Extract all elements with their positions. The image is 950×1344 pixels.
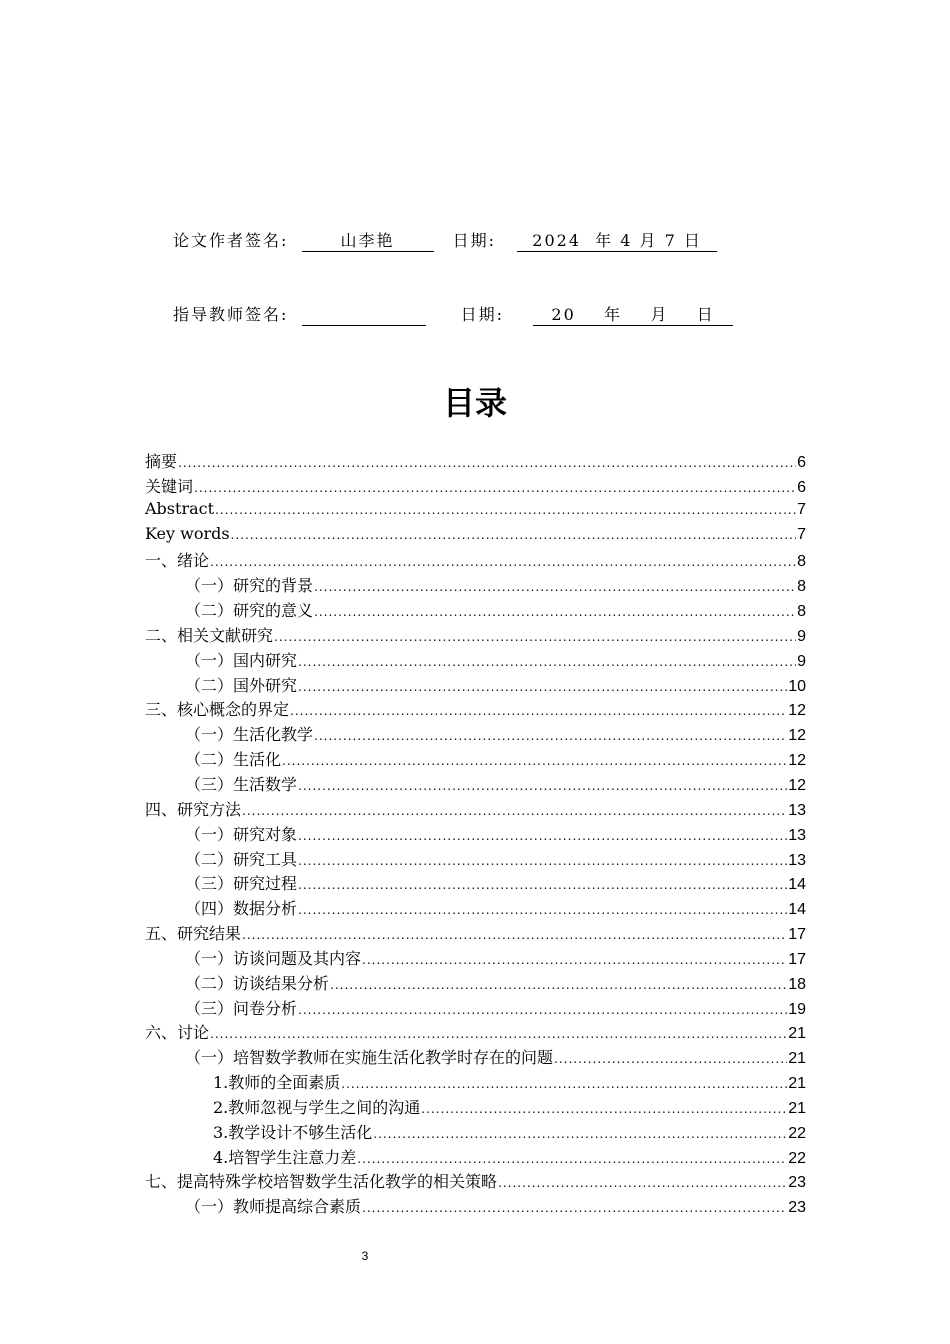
toc-dot-leader [178,456,796,470]
page-number: 3 [361,1249,369,1263]
toc-dot-leader [282,754,787,768]
toc-entry-page: 17 [788,950,806,968]
toc-entry-title: （二）研究的意义 [185,601,314,621]
toc-entry[interactable] [145,524,806,549]
toc-dot-leader [231,528,797,542]
toc-entry-page: 6 [797,454,806,471]
toc-entry-page: 8 [797,603,806,621]
toc-entry[interactable] [145,623,806,648]
author-date-label: 日期: [452,231,496,250]
toc-entry[interactable] [145,1070,806,1095]
toc-dot-leader [298,1003,787,1017]
toc-entry-page: 9 [797,627,806,645]
toc-entry-page: 22 [788,1124,806,1142]
toc-entry-title: 4.培智学生注意力差 [213,1147,357,1167]
toc-dot-leader [362,1201,787,1215]
toc-dot-leader [362,953,787,967]
advisor-date-field: 20 年 月 日 [533,305,733,326]
toc-dot-leader [298,655,796,669]
toc-entry-title: （二）生活化 [185,750,282,770]
toc-entry-title: 五、研究结果 [145,924,242,944]
toc-entry[interactable] [145,847,806,872]
toc-entry-title: 二、相关文献研究 [145,625,274,645]
advisor-signature-row [173,302,733,326]
toc-entry-title: （二）国外研究 [185,675,298,695]
toc-dot-leader [314,580,796,594]
toc-entry-title: （一）国内研究 [185,650,298,670]
toc-entry-title: （三）生活数学 [185,774,298,794]
toc-entry-page: 7 [797,500,806,518]
toc-dot-leader [498,1176,787,1190]
toc-entry[interactable] [145,1095,806,1120]
toc-dot-leader [210,555,796,569]
toc-entry-title: 四、研究方法 [145,799,242,819]
toc-entry[interactable] [145,921,806,946]
toc-entry[interactable] [145,1169,806,1194]
toc-dot-leader [215,503,796,517]
toc-entry-page: 8 [797,578,806,596]
toc-dot-leader [314,605,796,619]
author-signature-label: 论文作者签名: [173,231,289,250]
advisor-signature-label: 指导教师签名: [173,305,289,324]
toc-dot-leader [210,1027,787,1041]
toc-entry-title: 关键词 [145,476,194,496]
toc-entry[interactable] [145,1045,806,1070]
toc-dot-leader [194,481,796,495]
toc-entry-title: （一）教师提高综合素质 [185,1197,362,1217]
toc-entry-title: 3.教学设计不够生活化 [213,1122,373,1142]
toc-dot-leader [373,1127,787,1141]
toc-dot-leader [242,804,787,818]
toc-entry-page: 7 [797,525,806,543]
toc-dot-leader [330,978,787,992]
toc-entry-page: 12 [788,776,806,794]
toc-entry-page: 8 [797,553,806,571]
toc-dot-leader [554,1052,787,1066]
toc-dot-leader [274,630,796,644]
toc-entry[interactable] [145,499,806,524]
toc-entry-page: 21 [788,1050,806,1068]
toc-entry-title: （一）研究对象 [185,824,298,844]
toc-entry-page: 21 [788,1075,806,1093]
toc-dot-leader [341,1077,787,1091]
toc-entry[interactable] [145,896,806,921]
toc-entry[interactable] [145,598,806,623]
toc-dot-leader [298,854,787,868]
toc-entry[interactable] [145,449,806,474]
toc-entry[interactable] [145,822,806,847]
table-of-contents [145,449,806,1219]
toc-entry[interactable] [145,722,806,747]
toc-entry-page: 22 [788,1149,806,1167]
toc-entry-title: 七、提高特殊学校培智数学生活化教学的相关策略 [145,1172,498,1192]
author-signature-row [173,228,717,252]
toc-entry[interactable] [145,548,806,573]
toc-entry-title: Abstract [145,498,215,518]
toc-entry-page: 10 [788,677,806,695]
toc-entry-page: 21 [788,1099,806,1117]
toc-dot-leader [298,829,787,843]
toc-entry-page: 19 [788,1000,806,1018]
toc-entry-page: 13 [788,826,806,844]
toc-entry-title: Key words [145,523,230,543]
toc-entry[interactable] [145,1020,806,1045]
toc-entry-page: 9 [797,652,806,670]
toc-entry-page: 17 [788,926,806,944]
toc-entry-page: 12 [788,752,806,770]
toc-entry-title: 一、绪论 [145,551,210,571]
toc-dot-leader [298,779,787,793]
toc-entry-title: （一）访谈问题及其内容 [185,948,362,968]
toc-entry[interactable] [145,747,806,772]
author-date-field: 2024 年 4 月 7 日 [517,231,717,252]
toc-dot-leader [357,1152,787,1166]
toc-dot-leader [298,878,787,892]
toc-entry-title: （一）生活化教学 [185,725,314,745]
toc-entry[interactable] [145,797,806,822]
toc-entry[interactable] [145,573,806,598]
toc-entry-title: （三）研究过程 [185,874,298,894]
toc-entry-title: 三、核心概念的界定 [145,700,290,720]
toc-entry-title: （二）研究工具 [185,849,298,869]
toc-dot-leader [298,680,787,694]
toc-entry[interactable] [145,1145,806,1170]
toc-entry-page: 14 [788,901,806,919]
toc-entry-title: （三）问卷分析 [185,998,298,1018]
author-signature-field: 山李艳 [302,231,434,252]
toc-entry-title: （一）研究的背景 [185,576,314,596]
toc-entry-title: 1.教师的全面素质 [213,1073,341,1093]
toc-entry[interactable] [145,946,806,971]
toc-entry[interactable] [145,871,806,896]
toc-entry-title: 摘要 [145,452,178,471]
toc-entry-page: 18 [788,975,806,993]
toc-entry[interactable] [145,474,806,499]
toc-entry-title: （一）培智数学教师在实施生活化教学时存在的问题 [185,1048,554,1068]
toc-entry-page: 23 [788,1199,806,1217]
toc-entry[interactable] [145,697,806,722]
toc-entry[interactable] [145,1120,806,1145]
toc-entry[interactable] [145,996,806,1021]
toc-entry-title: 2.教师忽视与学生之间的沟通 [213,1097,421,1117]
toc-entry-page: 23 [788,1174,806,1192]
toc-entry-page: 12 [788,727,806,745]
toc-entry-page: 13 [788,801,806,819]
toc-entry-page: 21 [788,1025,806,1043]
toc-entry-title: （四）数据分析 [185,899,298,919]
advisor-signature-field [302,305,426,326]
toc-dot-leader [290,704,787,718]
toc-dot-leader [298,903,787,917]
toc-entry-page: 12 [788,702,806,720]
toc-entry-title: 六、讨论 [145,1023,210,1043]
toc-entry-page: 13 [788,851,806,869]
toc-title: 目录 [442,384,507,422]
toc-entry-page: 14 [788,876,806,894]
toc-entry-page: 6 [797,478,806,496]
toc-entry[interactable] [145,772,806,797]
toc-entry-title: （二）访谈结果分析 [185,973,330,993]
toc-entry[interactable] [145,971,806,996]
toc-entry[interactable] [145,648,806,673]
toc-entry[interactable] [145,673,806,698]
advisor-date-label: 日期: [460,305,504,324]
toc-dot-leader [314,729,787,743]
toc-dot-leader [421,1102,787,1116]
toc-entry[interactable] [145,1194,806,1219]
toc-dot-leader [242,928,787,942]
